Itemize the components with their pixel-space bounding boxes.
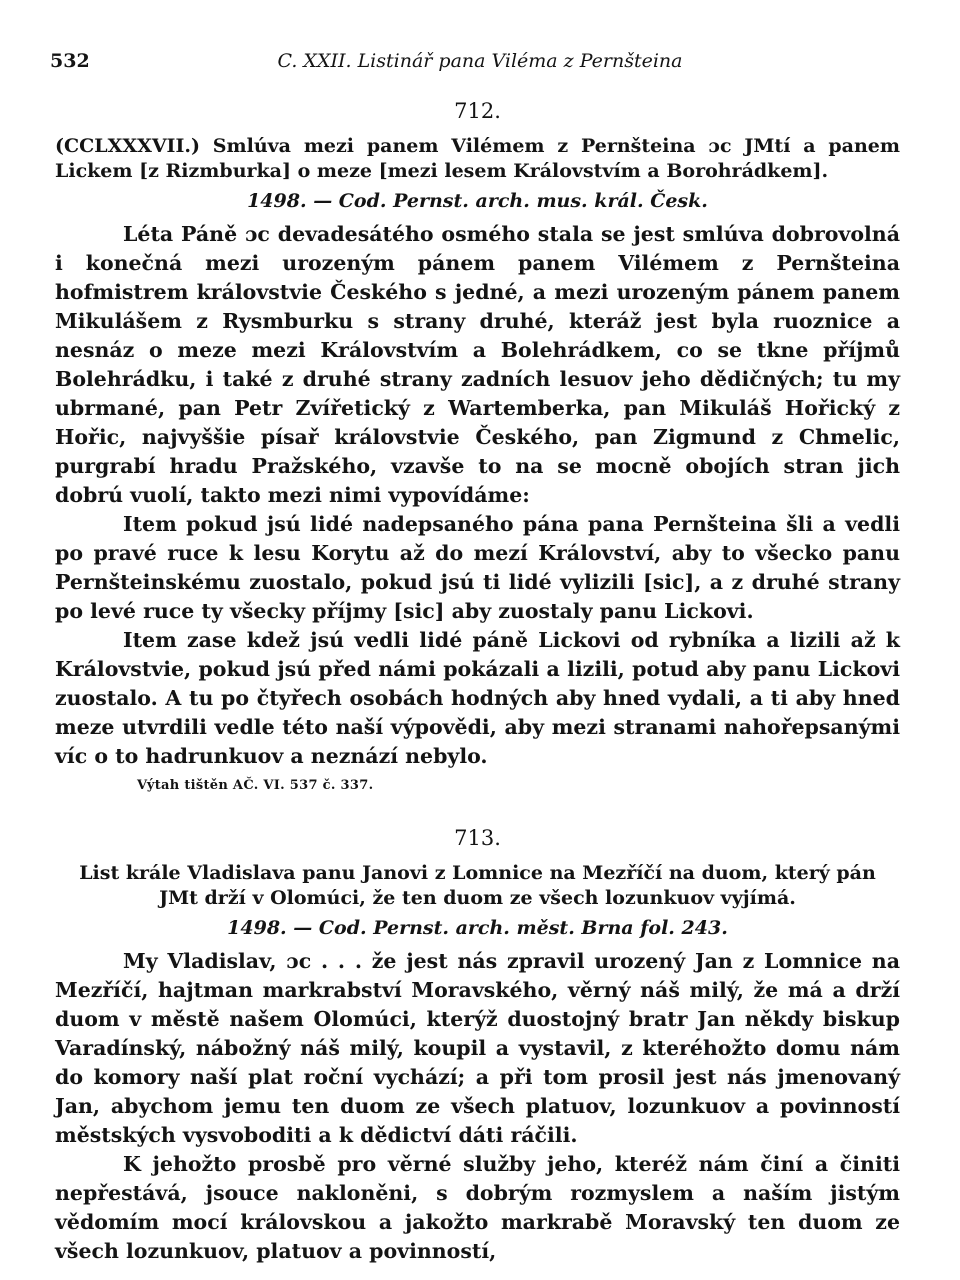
document-number: 712. <box>454 99 501 123</box>
edition-note: Výtah tištěn AČ. VI. 537 č. 337. <box>137 778 374 793</box>
page-header <box>50 50 910 80</box>
document-title: (CCLXXXVII.) Smlúva mezi panem Vilémem z Pernšteina ɔc JMtí a panem Lickem [z Rizmburka] o meze [mezi lesem Královstvím a Borohrádkem]. <box>55 135 900 182</box>
paragraph: My Vladislav, ɔc . . . že jest nás zpravil urozený Jan z Lomnice na Mezříčí, hajtman markrabství Moravského, věrný náš milý, že má a drží duom v městě našem Olomúci, kterýž duostojný bratr Jan někdy biskup Varadínský, nábožný náš milý, koupil a vystavil, z kteréhožto domu nám do komory naší plat roční vychází; a při tom prosil jest nás jmenovaný Jan, abychom jemu ten duom ze všech platuov, lozunkuov a povinností městských vysvoboditi a k dědictví dáti ráčili. <box>55 949 900 1147</box>
page-number: 532 <box>50 50 90 72</box>
paragraph: Item pokud jsú lidé nadepsaného pána pana Pernšteina šli a vedli po pravé ruce k lesu Korytu až do mezí Království, aby to všecko panu Pernšteinskému zuostalo, pokud jsú ti lidé vylizili [sic], a z druhé strany po levé ruce ty všecky příjmy [sic] aby zuostaly panu Lickovi. <box>55 512 900 623</box>
document-source: 1498. — Cod. Pernst. arch. měst. Brna fol. 243. <box>227 917 728 939</box>
paragraph: Item zase kdež jsú vedli lidé páně Lickovi od rybníka a lizili až k Královstvie, pokud jsú před námi pokázali a lizili, potud aby panu Lickovi zuostalo. A tu po čtyřech osobách hodných aby hned vydali, a ti aby hned meze utvrdili vedle této naší výpovědi, aby mezi stranami nahořepsanými víc o to hadrunkuov a neznází nebylo. <box>55 628 900 768</box>
document-number: 713. <box>454 826 501 850</box>
running-head: C. XXII. Listinář pana Viléma z Pernšteina <box>277 50 683 72</box>
document-712 <box>55 98 900 797</box>
document-713 <box>55 825 900 1266</box>
paragraph: Léta Páně ɔc devadesátého osmého stala se jest smlúva dobrovolná i konečná mezi urozeným pánem panem Vilémem z Pernšteina hofmistrem královstvie Českého s jedné, a mezi urozeným pánem panem Mikulášem z Rysmburku s strany druhé, kteráž jest byla ruoznice a nesnáz o meze mezi Královstvím a Bolehrádkem, co se tkne příjmů Bolehrádku, i také z druhé strany zadních lesuov jeho dědičných; tu my ubrmané, pan Petr Zvířetický z Wartemberka, pan Mikuláš Hořický z Hořic, najvyššie písař královstvie Českého, pan Zigmund z Chmelic, purgrabí hradu Pražského, vzavše to na se mocně obojích stran jich dobrú vuolí, takto mezi nimi vypovídáme: <box>55 222 900 507</box>
paragraph: K jehožto prosbě pro věrné služby jeho, kteréž nám činí a činiti nepřestává, jsouce nakloněni, s dobrým rozmyslem a naším jistým vědomím mocí královskou a jakožto markrabě Moravský ten duom ze všech lozunkuov, platuov a povinností, <box>55 1152 900 1263</box>
document-title: List krále Vladislava panu Janovi z Lomnice na Mezříčí na duom, který pán JMt drží v Olomúci, že ten duom ze všech lozunkuov vyjímá. <box>79 862 876 909</box>
document-source: 1498. — Cod. Pernst. arch. mus. král. Česk. <box>247 190 708 212</box>
page-body <box>55 98 900 1266</box>
